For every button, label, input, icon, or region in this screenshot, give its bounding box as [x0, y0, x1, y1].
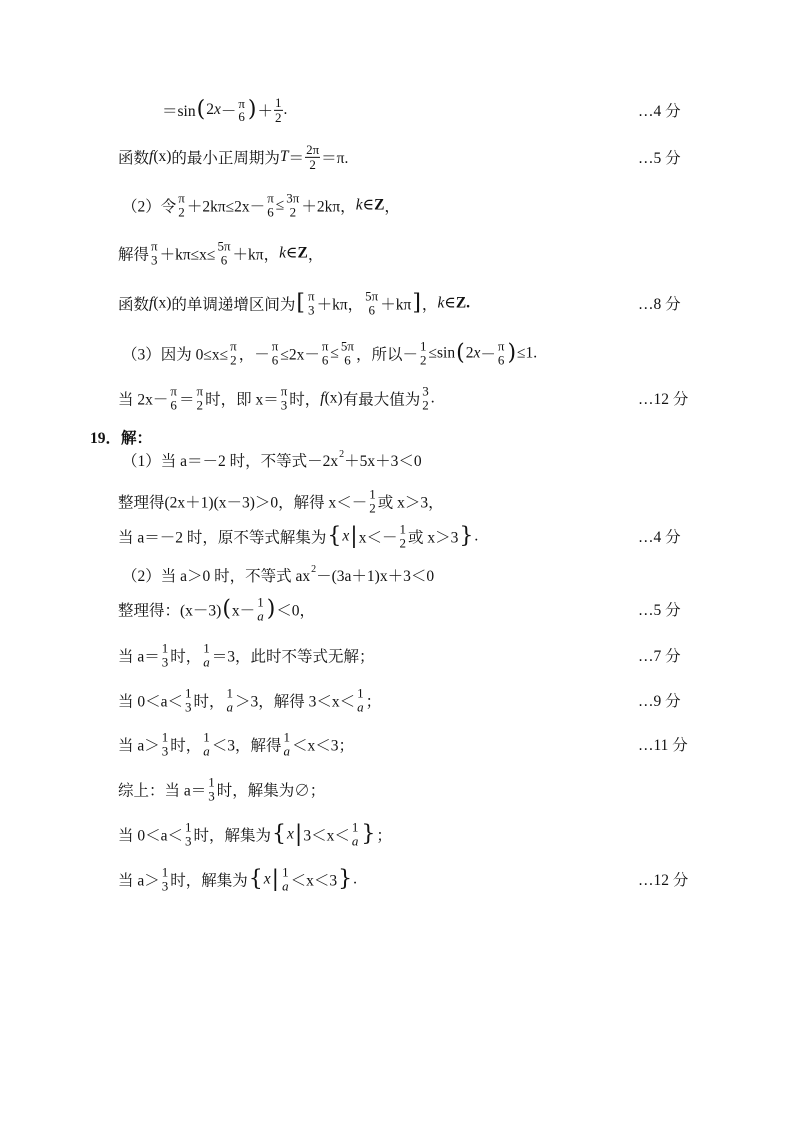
- fraction: π 3: [151, 238, 158, 267]
- text: 时，: [289, 391, 321, 408]
- brace-right: }: [338, 866, 353, 891]
- q19-line-5: [0, 594, 794, 624]
- score: …12 分: [638, 391, 689, 408]
- text: 3＜x＜: [303, 827, 350, 844]
- text: ，: [384, 198, 400, 215]
- q19-line-10: [0, 819, 794, 849]
- fraction: 1 3: [161, 640, 169, 669]
- line-5: [0, 288, 794, 318]
- var-x: x: [263, 870, 271, 887]
- fraction: 1 a: [282, 864, 289, 893]
- line-3: [0, 190, 794, 220]
- text: ≤sin: [428, 344, 456, 361]
- text: (x): [153, 294, 172, 311]
- text: ＝: [178, 391, 195, 408]
- set-bar: |: [271, 866, 280, 891]
- paren-right: ): [507, 340, 517, 365]
- text: 时，解集为: [170, 872, 248, 889]
- text: 时，: [193, 693, 225, 710]
- text: ＋5x＋3＜0: [344, 453, 422, 470]
- text: (x): [324, 389, 343, 406]
- fraction: π 6: [238, 95, 245, 124]
- text: 解得: [118, 246, 150, 263]
- var-f: f: [149, 294, 154, 311]
- text: ∈: [444, 294, 456, 312]
- text: 的单调递增区间为: [171, 296, 296, 313]
- fraction: π 6: [497, 338, 505, 367]
- text: ，: [307, 246, 324, 263]
- score: …4 分: [638, 103, 681, 120]
- fraction: π 6: [321, 338, 329, 367]
- equation-sin: [162, 96, 287, 124]
- q19-line-2: [0, 486, 794, 516]
- q19-line-7: [0, 685, 794, 715]
- part2-arrange: [118, 595, 315, 622]
- fraction: 1 a: [203, 640, 210, 669]
- text: 时，即 x＝: [205, 391, 279, 408]
- fraction: 1 3: [185, 685, 192, 714]
- line-1: [0, 95, 794, 125]
- line-4: [0, 238, 794, 268]
- summary-2: [118, 820, 392, 847]
- var-x: x: [473, 344, 481, 361]
- text: ＝: [288, 150, 305, 167]
- text: ，－: [238, 346, 270, 363]
- text: ≤: [330, 344, 339, 361]
- text: 函数: [118, 296, 150, 313]
- var-k: k: [355, 196, 363, 213]
- fraction: 1 2: [399, 521, 406, 550]
- fraction: 3π 2: [286, 190, 300, 219]
- part1-arrange: [118, 487, 444, 514]
- fraction: π 2: [196, 383, 204, 412]
- q19-line-8: [0, 729, 794, 759]
- score: …8 分: [638, 296, 681, 313]
- var-k: k: [437, 294, 445, 311]
- brace-right: }: [459, 523, 474, 548]
- q19-line-9: [0, 774, 794, 804]
- var-x: x: [213, 101, 221, 118]
- case-a-large: [118, 730, 354, 757]
- text: 时，解集为: [193, 827, 272, 844]
- text: .: [474, 527, 479, 544]
- text: 2: [206, 101, 214, 118]
- set-bar: |: [350, 523, 358, 548]
- text: ≤2x－: [280, 346, 320, 363]
- part2-inequality: [122, 191, 400, 218]
- text: 当 a＞: [118, 737, 160, 754]
- brace-right: }: [361, 821, 376, 846]
- text: 的最小正周期为: [171, 150, 280, 167]
- fraction: 1 a: [203, 729, 210, 758]
- fraction: π 6: [267, 190, 274, 219]
- text: ＋kπ，: [232, 246, 280, 263]
- text: 当 a＝: [118, 648, 160, 665]
- text: 综上：当 a＝: [118, 782, 207, 799]
- fraction: π 3: [280, 383, 288, 412]
- paren-right: ): [266, 596, 276, 621]
- paren-left: (: [222, 596, 231, 621]
- fraction: 3 2: [422, 383, 429, 412]
- fraction: 1 3: [185, 819, 192, 848]
- q19-line-11: [0, 864, 794, 894]
- text: ＜x＜3: [290, 872, 338, 889]
- max-value: [118, 384, 435, 411]
- fraction: 1 a: [226, 685, 234, 714]
- score: …9 分: [638, 693, 681, 710]
- fraction: $\frac{2\pi}{2}$: [306, 141, 320, 172]
- superscript: 2: [339, 448, 345, 460]
- text: ＞3，解得 3＜x＜: [235, 693, 356, 710]
- case-a-eq: [118, 641, 375, 668]
- text: ＝π.: [321, 150, 349, 167]
- brace-left: {: [327, 523, 342, 548]
- text: ＋kπ: [380, 296, 412, 313]
- fraction: 1 3: [208, 774, 215, 803]
- text: 当 a＝－2 时，原不等式解集为: [118, 529, 327, 546]
- score: …7 分: [638, 648, 681, 665]
- score: …4 分: [638, 529, 681, 546]
- text: 函数: [118, 150, 150, 167]
- score: …5 分: [638, 150, 681, 167]
- paren-right: ): [247, 97, 257, 122]
- text: 时，: [170, 648, 202, 665]
- text: ＋: [257, 103, 274, 120]
- text: －(3a＋1)x＋3＜0: [316, 568, 435, 585]
- q19-line-4: [0, 560, 794, 590]
- text: ；: [376, 827, 392, 844]
- fraction: 5π 6: [340, 338, 354, 367]
- set-bar: |: [294, 821, 303, 846]
- summary-3: [118, 865, 357, 892]
- text: ＜0，: [276, 602, 316, 619]
- text: .: [430, 389, 435, 406]
- q19-line-6: [0, 640, 794, 670]
- line-2: [0, 142, 794, 172]
- period-statement: [118, 143, 348, 171]
- text: 当 0＜a＜: [118, 693, 184, 710]
- score: …11 分: [638, 737, 688, 754]
- text: x＜－: [358, 529, 398, 546]
- text: ≤1.: [517, 344, 538, 361]
- text: 时，: [170, 737, 202, 754]
- part1-statement: [122, 449, 422, 471]
- text: 2: [465, 344, 474, 361]
- fraction: 1 a: [357, 685, 364, 714]
- text: ，所以－: [356, 346, 419, 363]
- text: ＋kπ≤x≤: [159, 246, 216, 263]
- q19-line-3: [0, 521, 794, 551]
- text: ≤: [275, 196, 285, 213]
- fraction: 1 3: [161, 729, 169, 758]
- fraction: π 6: [271, 338, 279, 367]
- text: ＝3，此时不等式无解；: [211, 648, 375, 665]
- text: 当 a＞: [118, 872, 160, 889]
- fraction: 5π 6: [365, 288, 379, 317]
- q19-title: 19．解：: [90, 430, 153, 447]
- text: .: [283, 101, 288, 118]
- fraction: π 2: [230, 338, 237, 367]
- fraction: π 3: [308, 288, 315, 317]
- text: x－: [231, 602, 256, 619]
- text: ＜3，解得: [211, 737, 282, 754]
- set-Z: Z: [374, 196, 385, 213]
- paren-left: (: [456, 340, 465, 365]
- var-T: T: [279, 148, 289, 165]
- text: （2）令: [122, 198, 177, 215]
- fraction: 1 a: [257, 594, 264, 623]
- text: ＋kπ，: [316, 296, 364, 313]
- text: ＝sin: [162, 103, 196, 120]
- fraction: 1 2: [420, 338, 427, 367]
- part3-range: [122, 339, 537, 366]
- var-x: x: [342, 527, 350, 544]
- set-Z: Z: [297, 244, 308, 261]
- text: 当 0＜a＜: [118, 827, 184, 844]
- text: －: [220, 103, 237, 120]
- summary-1: [118, 775, 325, 802]
- text: 时，解集为∅；: [216, 782, 326, 799]
- superscript: 2: [311, 563, 317, 575]
- var-k: k: [279, 244, 286, 261]
- fraction: 5π 6: [217, 238, 231, 267]
- bracket-left: [: [296, 290, 306, 315]
- fraction: 1 3: [161, 864, 169, 893]
- text: 整理得(2x＋1)(x－3)＞0，解得 x＜－: [118, 494, 368, 511]
- text: ；: [365, 693, 382, 710]
- text: (x): [153, 148, 172, 165]
- set-Z: Z.: [455, 294, 471, 311]
- score: …5 分: [638, 602, 681, 619]
- fraction: $\frac{1}{2}$: [275, 94, 282, 125]
- brace-left: {: [248, 866, 263, 891]
- text: 当 2x－: [118, 391, 169, 408]
- bracket-right: ]: [412, 290, 421, 315]
- text: 整理得：(x－3): [118, 602, 222, 619]
- text: .: [353, 870, 357, 887]
- text: －: [480, 346, 496, 363]
- part1-solution: [118, 522, 478, 549]
- brace-left: {: [272, 821, 287, 846]
- solve-x: [118, 239, 323, 266]
- fraction: π 6: [170, 383, 177, 412]
- case-a-small: [118, 686, 381, 713]
- text: （3）因为 0≤x≤: [122, 346, 229, 363]
- fraction: π 2: [178, 190, 185, 219]
- var-x: x: [287, 825, 294, 842]
- var-f: f: [320, 389, 325, 406]
- text: ＋2kπ≤2x－: [186, 198, 266, 215]
- fraction: 1 2: [369, 486, 376, 515]
- text: ＜x＜3；: [292, 737, 355, 754]
- text: ∈: [362, 196, 375, 214]
- text: 或 x＞3，: [377, 494, 444, 511]
- q19-line-1: [0, 445, 794, 475]
- text: 或 x＞3: [407, 529, 459, 546]
- var-f: f: [149, 148, 154, 165]
- line-6: [0, 338, 794, 368]
- text: ，: [421, 296, 438, 313]
- line-7: [0, 383, 794, 413]
- fraction: 1 a: [351, 819, 359, 848]
- text: ＋2kπ，: [301, 198, 356, 215]
- paren-left: (: [196, 97, 206, 122]
- part2-statement: [122, 564, 434, 586]
- text: （2）当 a＞0 时，不等式 ax: [122, 568, 311, 585]
- increasing-interval: [118, 289, 470, 316]
- text: （1）当 a＝－2 时，不等式－2x: [122, 453, 339, 470]
- score: …12 分: [638, 872, 689, 889]
- text: 有最大值为: [342, 391, 421, 408]
- text: ∈: [285, 244, 298, 262]
- fraction: 1 a: [283, 729, 291, 758]
